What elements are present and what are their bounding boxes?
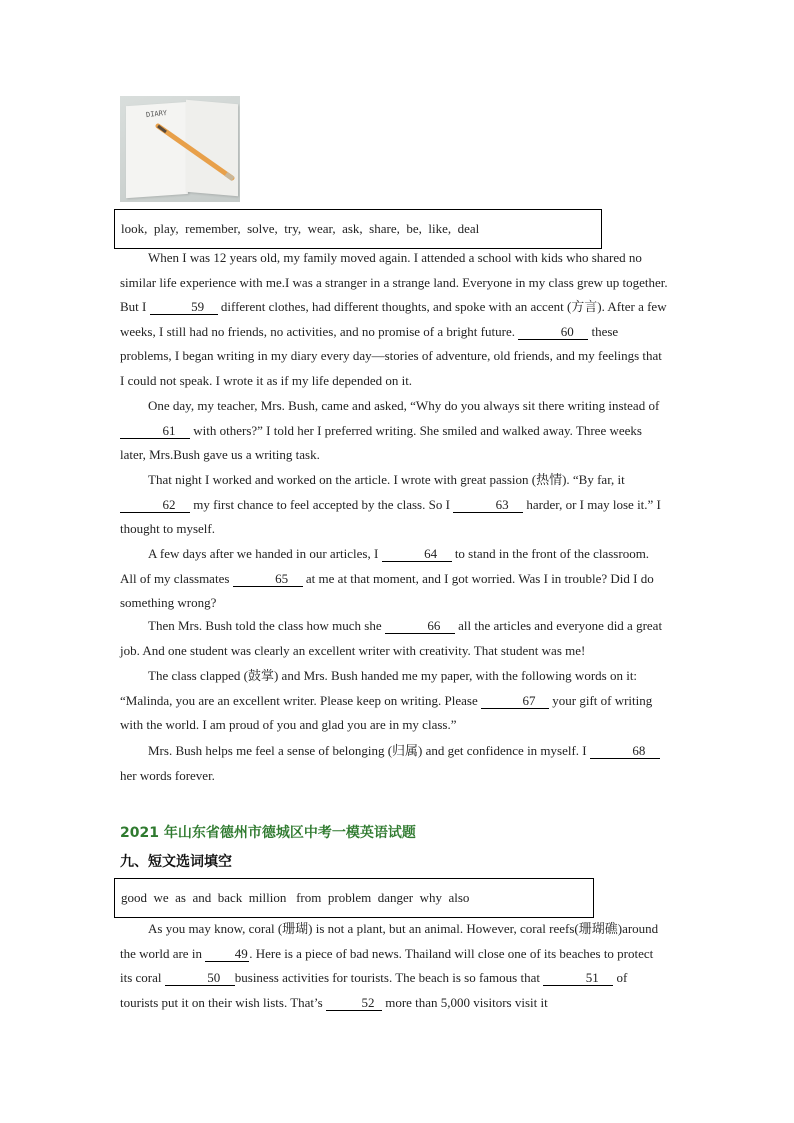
blank-50[interactable]: 50 [165, 971, 235, 986]
blank-51[interactable]: 51 [543, 971, 613, 986]
paragraph: A few days after we handed in our articles, I 64 to stand in the front of the classroom. All of my classmates 65 at me at that moment, and I got worried. Was I in trouble? Did I do something wrong? [120, 546, 654, 611]
paragraph: When I was 12 years old, my family moved again. I attended a school with kids who shared no similar life experience with me.I was a stranger in a strange land. Everyone in my class grew up together. But I 59 different clothes, had different thoughts, and spoke with an accent (方言). After a few weeks, I still had no friends, no activities, and no promise of a bright future. 60 these problems, I began writing in my diary every day—stories of adventure, old friends, and my feelings that I could not speak. I wrote it as if my life depended on it. [120, 250, 668, 388]
word-bank-box: look, play, remember, solve, try, wear, ask, share, be, like, deal [114, 209, 602, 249]
diary-photo [120, 96, 240, 202]
section-title: 九、短文选词填空 [120, 854, 232, 870]
blank-67[interactable]: 67 [481, 694, 549, 709]
paragraph: The class clapped (鼓掌) and Mrs. Bush handed me my paper, with the following words on it: “Malinda, you are an excellent writer. Please keep on writing. Please 67 your gift of writing with the world. I am proud of you and glad you are in my class.” [120, 668, 653, 733]
paragraph: Mrs. Bush helps me feel a sense of belonging (归属) and get confidence in myself. I 68 her words forever. [120, 739, 668, 788]
blank-63[interactable]: 63 [453, 498, 523, 513]
blank-61[interactable]: 61 [120, 424, 190, 439]
blank-65[interactable]: 65 [233, 572, 303, 587]
paragraph: That night I worked and worked on the article. I wrote with great passion (热情). “By far, it 62 my first chance to feel accepted by the class. So I 63 harder, or I may lose it.” I thought to myself. [120, 472, 661, 537]
exam-title: 2021 年山东省德州市德城区中考一模英语试题 [120, 825, 416, 841]
blank-59[interactable]: 59 [150, 300, 218, 315]
diary-label: DIARY [145, 108, 168, 120]
paragraph: Then Mrs. Bush told the class how much she 66 all the articles and everyone did a great job. And one student was clearly an excellent writer with creativity. That student was me! [120, 618, 663, 658]
blank-66[interactable]: 66 [385, 619, 455, 634]
word-bank-box: good we as and back million from problem danger why also [114, 878, 594, 918]
blank-60[interactable]: 60 [518, 325, 588, 340]
blank-52[interactable]: 52 [326, 996, 382, 1011]
paragraph: One day, my teacher, Mrs. Bush, came and asked, “Why do you always sit there writing instead of 61 with others?” I told her I preferred writing. She smiled and walked away. Three weeks later, Mrs.Bush gave us a writing task. [120, 398, 660, 463]
paragraph: As you may know, coral (珊瑚) is not a plant, but an animal. However, coral reefs(珊瑚礁)around the world are in 49 . Here is a piece of bad news. Thailand will close one of its beaches to protect its coral 50 business activities for tourists. The beach is so famous that 51 of tourists put it on their wish lists. That’s 52 more than 5,000 visitors visit it [120, 921, 659, 1010]
blank-49[interactable]: 49 [205, 947, 249, 962]
blank-64[interactable]: 64 [382, 547, 452, 562]
blank-62[interactable]: 62 [120, 498, 190, 513]
blank-68[interactable]: 68 [590, 744, 660, 759]
pencil-icon [120, 96, 240, 202]
